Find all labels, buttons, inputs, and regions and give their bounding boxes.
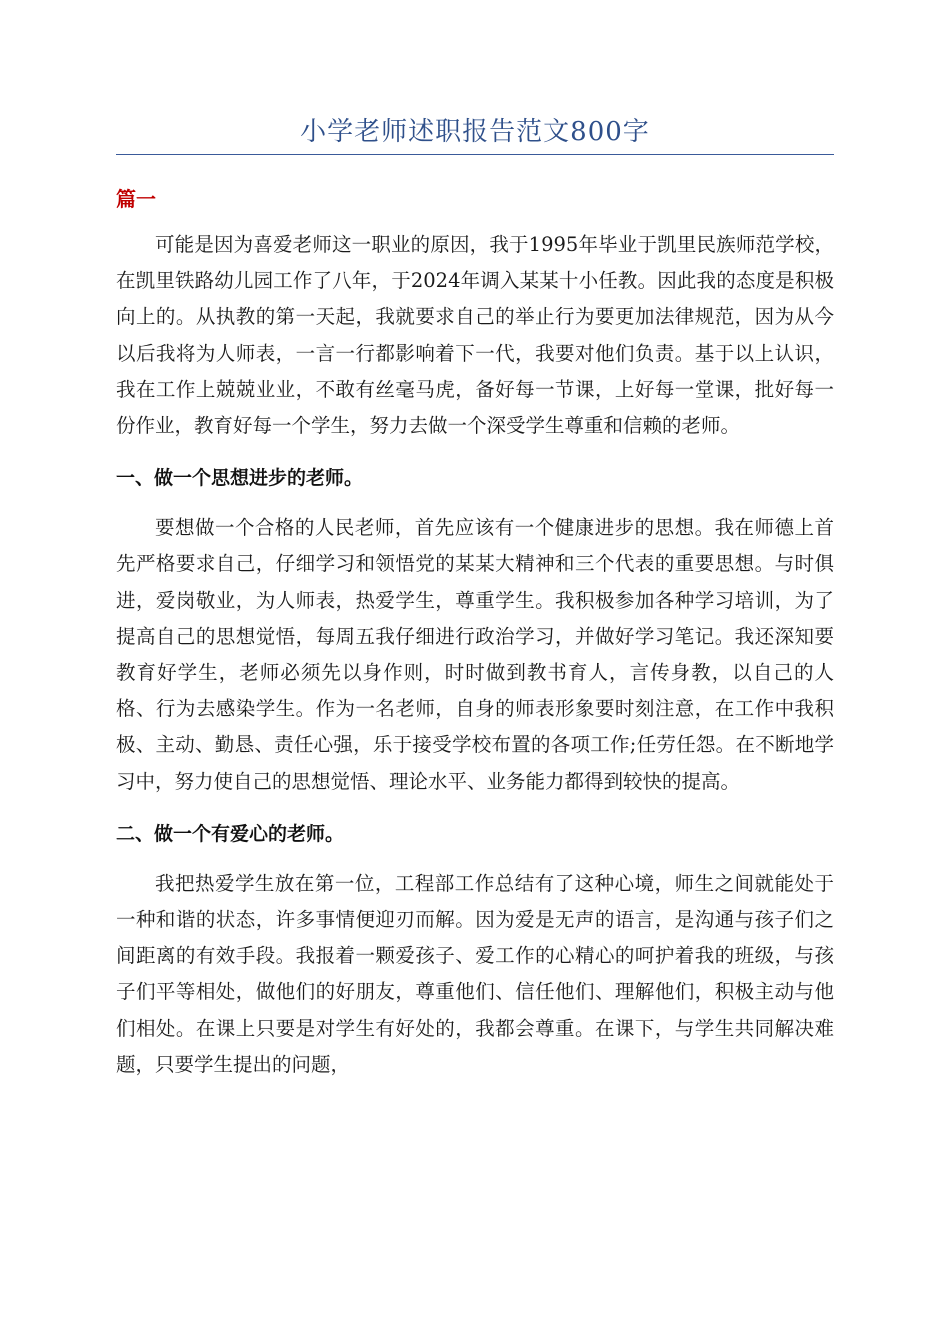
section-paragraph-2: 我把热爱学生放在第一位，工程部工作总结有了这种心境，师生之间就能处于一种和谐的状态，许多事情便迎刃而解。因为爱是无声的语言，是沟通与孩子们之间距离的有效手段。我报着一颗爱孩子、爱工作的心精心的呵护着我的班级，与孩子们平等相处，做他们的好朋友，尊重他们、信任他们、理解他们，积极主动与他们相处。在课上只要是对学生有好处的，我都会尊重。在课下，与学生共同解决难题，只要学生提出的问题， xyxy=(116,871,834,1076)
document-title: 小学老师述职报告范文800字 xyxy=(300,117,650,147)
title-underline xyxy=(116,154,834,155)
section-paragraph-1: 要想做一个合格的人民老师，首先应该有一个健康进步的思想。我在师德上首先严格要求自己，仔细学习和领悟党的某某大精神和三个代表的重要思想。与时俱进，爱岗敬业，为人师表，热爱学生，尊重学生。我积极参加各种学习培训，为了提高自己的思想觉悟，每周五我仔细进行政治学习，并做好学习笔记。我还深知要教育好学生，老师必须先以身作则，时时做到教书育人，言传身教，以自己的人格、行为去感染学生。作为一名老师，自身的师表形象要时刻注意，在工作中我积极、主动、勤恳、责任心强，乐于接受学校布置的各项工作;任劳任怨。在不断地学习中，努力使自己的思想觉悟、理论水平、业务能力都得到较快的提高。 xyxy=(116,516,834,793)
document-page xyxy=(116,112,834,1083)
intro-paragraph: 可能是因为喜爱老师这一职业的原因，我于1995年毕业于凯里民族师范学校，在凯里铁路幼儿园工作了八年，于2024年调入某某十小任教。因此我的态度是积极向上的。从执教的第一天起，我就要求自己的举止行为要更加法律规范，因为从今以后我将为人师表，一言一行都影响着下一代，我要对他们负责。基于以上认识，我在工作上兢兢业业，不敢有丝毫马虎，备好每一节课，上好每一堂课，批好每一份作业，教育好每一个学生，努力去做一个深受学生尊重和信赖的老师。 xyxy=(116,233,834,438)
part-heading: 篇一 xyxy=(116,187,156,211)
section-heading-1: 一、做一个思想进步的老师。 xyxy=(116,467,364,490)
section-heading-2: 二、做一个有爱心的老师。 xyxy=(116,822,345,845)
